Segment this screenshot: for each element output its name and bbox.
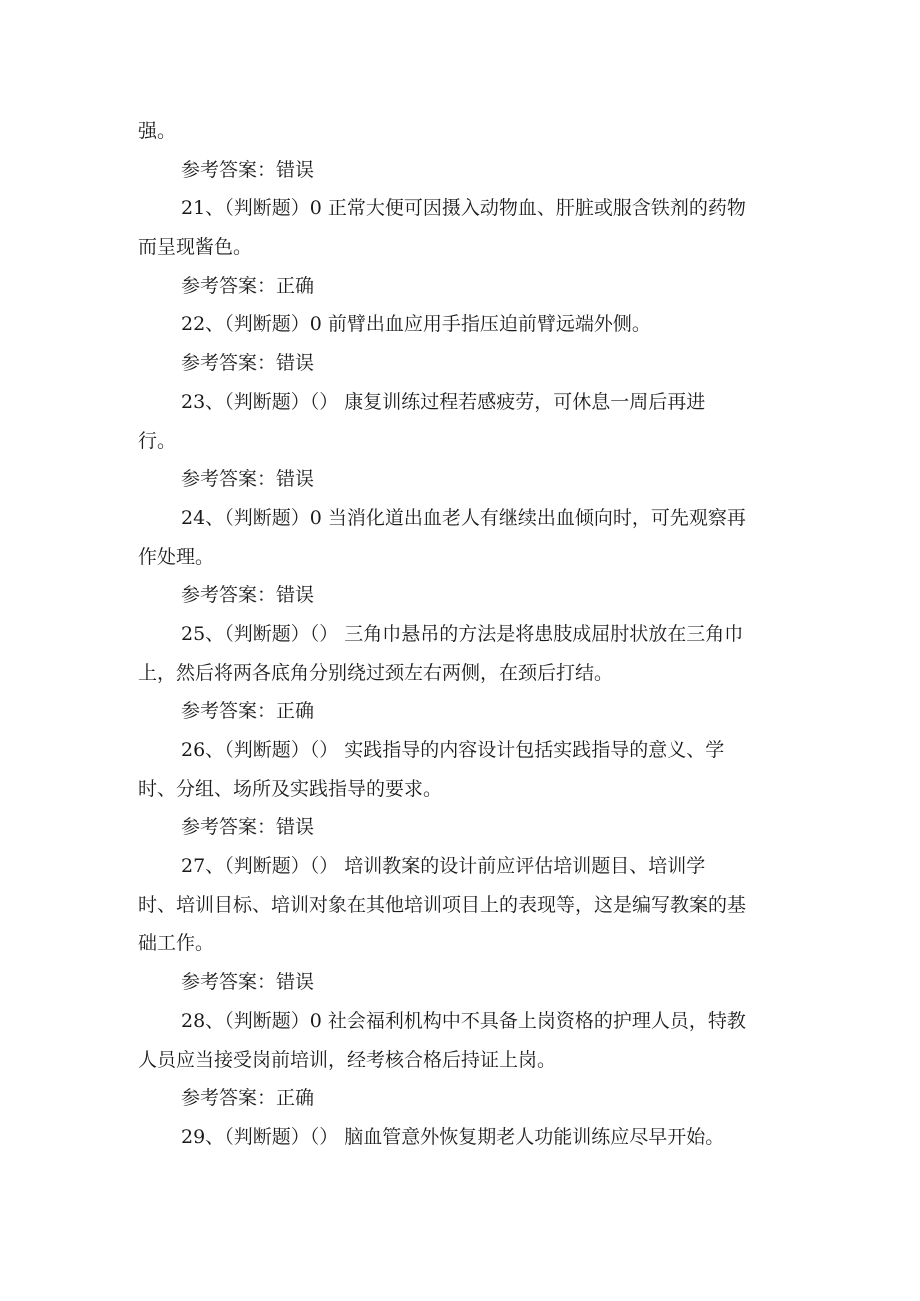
answer-value: 错误	[276, 468, 315, 491]
question-text: 作处理。	[138, 545, 215, 568]
question-line	[138, 1118, 788, 1157]
question-text: 时、分组、场所及实践指导的要求。	[138, 777, 443, 800]
answer-line	[138, 1079, 788, 1118]
question-text: 前臂出血应用手指压迫前臂远端外侧。	[327, 313, 651, 336]
answer-line	[138, 151, 788, 190]
question-text: 础工作。	[138, 932, 215, 955]
question-continuation	[138, 654, 788, 693]
question-continuation	[138, 770, 788, 809]
question-text: 正常大便可因摄入动物血、肝脏或服含铁剂的药物	[327, 197, 746, 220]
document-page	[138, 112, 788, 1157]
question-type: （判断题）	[224, 197, 310, 220]
answer-label: 参考答案：	[181, 971, 277, 994]
answer-blank: 0	[309, 506, 322, 529]
answer-blank: （）	[309, 739, 339, 761]
answer-line	[138, 344, 788, 383]
question-text: 人员应当接受岗前培训，经考核合格后持证上岗。	[138, 1048, 557, 1071]
question-line	[138, 189, 788, 228]
answer-value: 错误	[276, 352, 315, 375]
answer-value: 错误	[276, 816, 315, 839]
answer-blank: （）	[309, 622, 339, 645]
question-continuation	[138, 422, 788, 461]
question-text: 而呈现酱色。	[138, 236, 253, 259]
answer-value: 正确	[276, 700, 315, 723]
question-text: 实践指导的内容设计包括实践指导的意义、学	[344, 739, 725, 761]
question-text: 上，然后将两各底角分别绕过颈左右两侧，在颈后打结。	[138, 661, 614, 684]
question-line	[138, 305, 788, 344]
question-type: （判断题）	[224, 739, 310, 761]
answer-blank: （）	[309, 855, 339, 878]
question-line	[138, 731, 788, 770]
question-type: （判断题）	[224, 313, 310, 336]
question-line	[138, 383, 788, 422]
answer-label: 参考答案：	[181, 700, 277, 723]
answer-label: 参考答案：	[181, 158, 277, 181]
question-text: 康复训练过程若感疲劳，可休息一周后再进	[344, 390, 706, 413]
answer-label: 参考答案：	[181, 584, 277, 607]
question-number: 29、	[181, 1125, 225, 1148]
question-number: 25、	[181, 622, 225, 645]
question-text: 当消化道出血老人有继续出血倾向时，可先观察再	[327, 506, 746, 529]
answer-label: 参考答案：	[181, 468, 277, 491]
question-text: 行。	[138, 429, 177, 452]
question-continuation	[138, 1041, 788, 1080]
question-type: （判断题）	[224, 506, 310, 529]
answer-line	[138, 460, 788, 499]
answer-value: 错误	[276, 158, 315, 181]
question-number: 26、	[181, 739, 225, 761]
answer-label: 参考答案：	[181, 816, 277, 839]
question-number: 24、	[181, 506, 225, 529]
question-type: （判断题）	[224, 1125, 310, 1148]
question-continuation	[138, 228, 788, 267]
answer-blank: （）	[309, 390, 339, 413]
answer-label: 参考答案：	[181, 1087, 277, 1110]
question-number: 23、	[181, 390, 225, 413]
answer-value: 正确	[276, 1087, 315, 1110]
answer-line	[138, 267, 788, 306]
answer-blank: 0	[309, 1009, 322, 1032]
question-line	[138, 499, 788, 538]
question-line	[138, 615, 788, 654]
answer-blank: 0	[309, 313, 322, 336]
answer-line	[138, 576, 788, 615]
question-text: 脑血管意外恢复期老人功能训练应尽早开始。	[344, 1125, 725, 1148]
answer-value: 正确	[276, 274, 315, 297]
answer-blank: （）	[309, 1125, 339, 1148]
answer-value: 错误	[276, 584, 315, 607]
question-number: 22、	[181, 313, 225, 336]
question-type: （判断题）	[224, 390, 310, 413]
question-text: 三角巾悬吊的方法是将患肢成屈肘状放在三角巾	[344, 622, 744, 645]
answer-line	[138, 692, 788, 731]
continuation-text: 强。	[138, 120, 177, 142]
answer-label: 参考答案：	[181, 274, 277, 297]
question-text: 时、培训目标、培训对象在其他培训项目上的表现等，这是编写教案的基	[138, 893, 747, 916]
question-continuation	[138, 886, 788, 925]
answer-line	[138, 808, 788, 847]
question-type: （判断题）	[224, 855, 310, 878]
question-number: 21、	[181, 197, 225, 220]
question-text: 社会福利机构中不具备上岗资格的护理人员，特教	[327, 1009, 746, 1032]
answer-line	[138, 963, 788, 1002]
question-type: （判断题）	[224, 1009, 310, 1032]
question-continuation	[138, 924, 788, 963]
question-number: 27、	[181, 855, 225, 878]
question-line	[138, 847, 788, 886]
question-type: （判断题）	[224, 622, 310, 645]
answer-label: 参考答案：	[181, 352, 277, 375]
question-text: 培训教案的设计前应评估培训题目、培训学	[344, 855, 706, 878]
answer-blank: 0	[309, 197, 322, 220]
question-line	[138, 1002, 788, 1041]
answer-value: 错误	[276, 971, 315, 994]
question-continuation	[138, 538, 788, 577]
question-number: 28、	[181, 1009, 225, 1032]
